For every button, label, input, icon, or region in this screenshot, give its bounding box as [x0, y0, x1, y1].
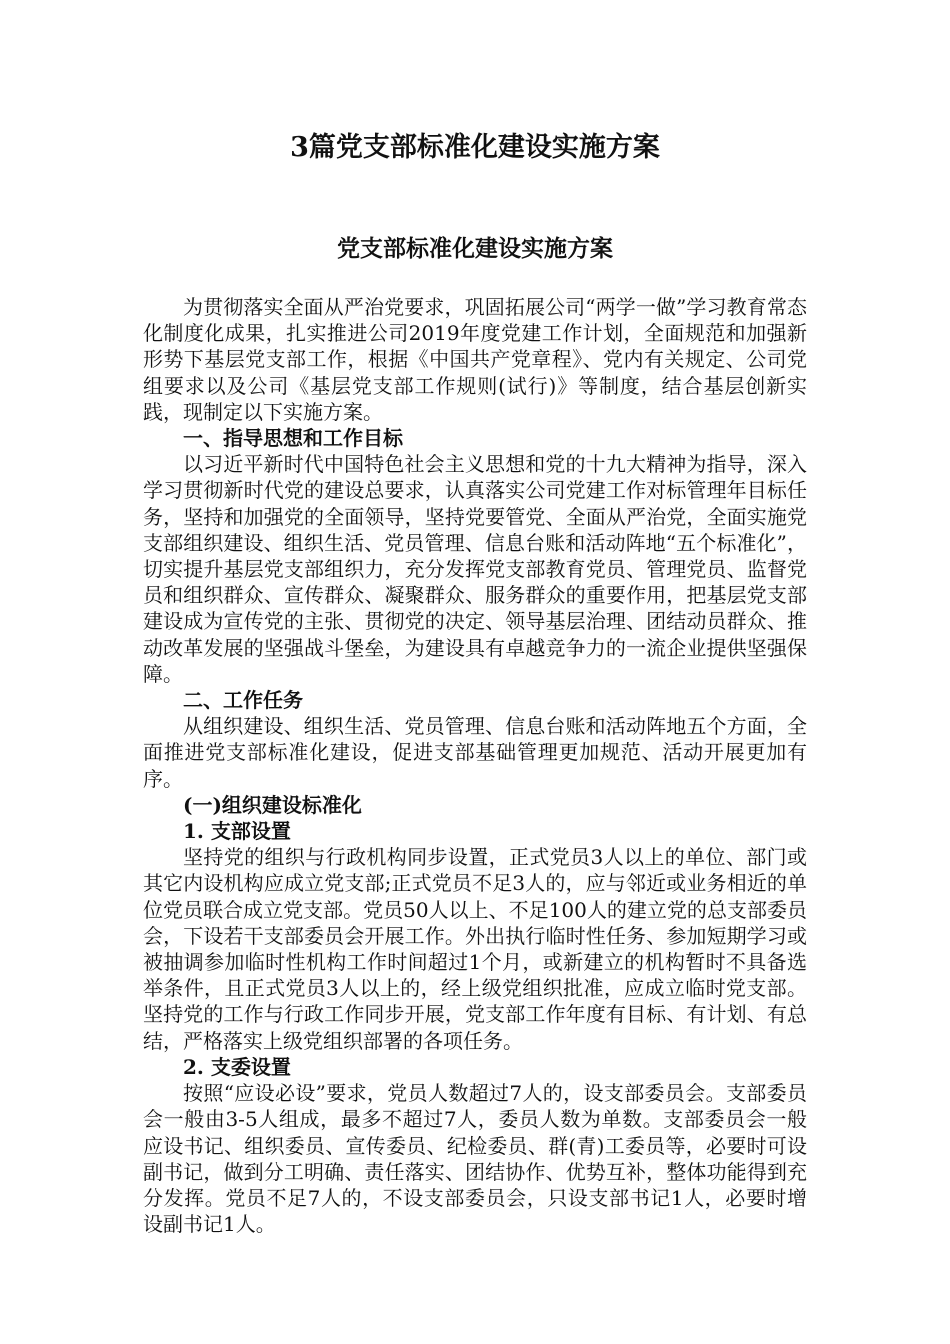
paragraph-intro: 为贯彻落实全面从严治党要求，巩固拓展公司“两学一做”学习教育常态化制度化成果，扎实推进公司2019年度党建工作计划，全面规范和加强新形势下基层党支部工作，根据《中国共产党章程》、党内有关规定、公司党组要求以及公司《基层党支部工作规则(试行)》等制度，结合基层创新实践，现制定以下实施方案。 [143, 295, 807, 424]
paragraph-branch-setup: 坚持党的组织与行政机构同步设置，正式党员3人以上的单位、部门或其它内设机构应成立党支部;正式党员不足3人的，应与邻近或业务相近的单位党员联合成立党支部。党员50人以上、不足100人的建立党的总支部委员会，下设若干支部委员会开展工作。外出执行临时性任务、参加短期学习或被抽调参加临时性机构工作时间超过1个月，或新建立的机构暂时不具备选举条件，且正式党员3人以上的，经上级党组织批准，应成立临时党支部。坚持党的工作与行政工作同步开展，党支部工作年度有目标、有计划、有总结，严格落实上级党组织部署的各项任务。 [143, 845, 807, 1053]
heading-guiding-ideology: 一、指导思想和工作目标 [183, 426, 403, 451]
heading-committee-setup: 2. 支委设置 [183, 1054, 291, 1079]
paragraph-work-tasks: 从组织建设、组织生活、党员管理、信息台账和活动阵地五个方面，全面推进党支部标准化建设，促进支部基础管理更加规范、活动开展更加有序。 [143, 714, 807, 791]
heading-work-tasks: 二、工作任务 [183, 688, 303, 713]
section-title: 党支部标准化建设实施方案 [337, 235, 613, 262]
document-title: 3篇党支部标准化建设实施方案 [290, 132, 660, 163]
heading-branch-setup: 1. 支部设置 [183, 819, 291, 844]
heading-organization-standardization: (一)组织建设标准化 [183, 792, 362, 817]
document-body [143, 294, 807, 1237]
paragraph-committee-setup: 按照“应设必设”要求，党员人数超过7人的，设支部委员会。支部委员会一般由3-5人组成，最多不超过7人，委员人数为单数。支部委员会一般应设书记、组织委员、宣传委员、纪检委员、群(青)工委员等，必要时可设副书记，做到分工明确、责任落实、团结协作、优势互补，整体功能得到充分发挥。党员不足7人的，不设支部委员会，只设支部书记1人，必要时增设副书记1人。 [143, 1081, 807, 1237]
paragraph-guiding-ideology: 以习近平新时代中国特色社会主义思想和党的十九大精神为指导，深入学习贯彻新时代党的建设总要求，认真落实公司党建工作对标管理年目标任务，坚持和加强党的全面领导，坚持党要管党、全面从严治党，全面实施党支部组织建设、组织生活、党员管理、信息台账和活动阵地“五个标准化”，切实提升基层党支部组织力，充分发挥党支部教育党员、管理党员、监督党员和组织群众、宣传群众、凝聚群众、服务群众的重要作用，把基层党支部建设成为宣传党的主张、贯彻党的决定、领导基层治理、团结动员群众、推动改革发展的坚强战斗堡垒，为建设具有卓越竞争力的一流企业提供坚强保障。 [143, 452, 807, 686]
